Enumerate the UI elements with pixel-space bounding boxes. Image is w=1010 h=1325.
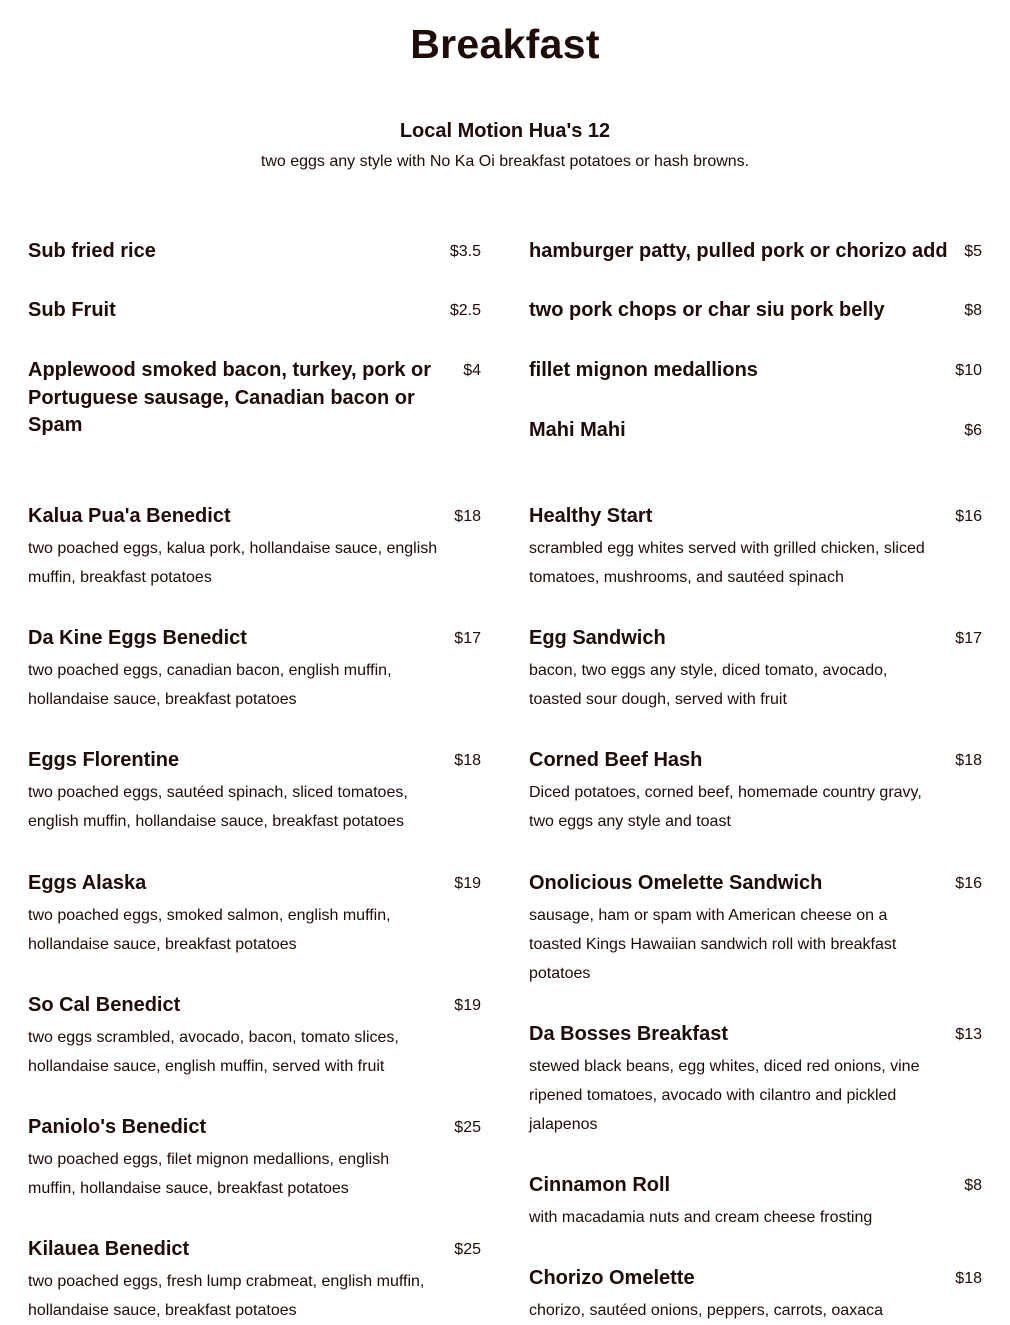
menu-item-name: Eggs Florentine (28, 749, 180, 771)
menu-item-price: $17 (955, 630, 982, 647)
special-name: Local Motion Hua's 12 (399, 120, 611, 142)
menu-item-price: $8 (964, 1177, 982, 1194)
menu-item-name: So Cal Benedict (28, 994, 181, 1016)
menu-item-description: bacon, two eggs any style, diced tomato, avocado, toasted sour dough, served with fruit (529, 661, 888, 708)
menu-item-description: two poached eggs, sautéed spinach, sliced tomatoes, english muffin, hollandaise sauce, breakfast potatoes (28, 783, 408, 830)
menu-item (28, 503, 481, 592)
menu-item-price: $16 (955, 875, 982, 892)
menu-item-name: Egg Sandwich (529, 627, 666, 649)
menu-item-price: $19 (454, 875, 481, 892)
menu-item (28, 1114, 481, 1203)
menu-item (28, 992, 481, 1081)
menu-item-description: two poached eggs, canadian bacon, english muffin, hollandaise sauce, breakfast potatoes (28, 661, 392, 708)
addon-name: fillet mignon medallions (529, 359, 758, 381)
menu-item-name: Da Bosses Breakfast (529, 1023, 728, 1045)
menu-item-name: Healthy Start (529, 505, 653, 527)
menu-item-description: two eggs scrambled, avocado, bacon, tomato slices, hollandaise sauce, english muffin, served with fruit (28, 1028, 399, 1075)
addon-price: $6 (964, 422, 982, 439)
menu-item-description: two poached eggs, kalua pork, hollandaise sauce, english muffin, breakfast potatoes (28, 539, 438, 586)
menu-item (529, 503, 982, 592)
addon-item (529, 238, 982, 266)
menu-item-name: Onolicious Omelette Sandwich (529, 872, 823, 894)
addon-name: Sub Fruit (28, 299, 116, 321)
menu-item-description: stewed black beans, egg whites, diced red onions, vine ripened tomatoes, avocado with cilantro and pickled jalapenos (529, 1057, 920, 1133)
addon-name: Applewood smoked bacon, turkey, pork or Portuguese sausage, Canadian bacon or Spam (28, 359, 432, 436)
menu-item-description: two poached eggs, fresh lump crabmeat, english muffin, hollandaise sauce, breakfast potatoes (28, 1272, 425, 1319)
menu-item-price: $25 (454, 1241, 481, 1258)
addon-price: $10 (955, 362, 982, 379)
menu-item-description: chorizo, sautéed onions, peppers, carrots, oaxaca (529, 1301, 883, 1319)
menu-item (28, 625, 481, 714)
menu-item (529, 747, 982, 836)
menu-item-price: $18 (955, 752, 982, 769)
page-title: Breakfast (410, 21, 600, 67)
menu-item-price: $17 (454, 630, 481, 647)
menu-item (28, 1236, 481, 1325)
menu-item-description: scrambled egg whites served with grilled chicken, sliced tomatoes, mushrooms, and sautéed spinach (529, 539, 925, 586)
menu-item (28, 747, 481, 836)
addon-name: hamburger patty, pulled pork or chorizo add (529, 240, 948, 262)
addon-price: $2.5 (449, 302, 481, 319)
featured-special (0, 118, 1010, 173)
menu-item-name: Eggs Alaska (28, 872, 147, 894)
addon-item (529, 297, 982, 325)
addon-item (28, 238, 481, 266)
menu-item (529, 870, 982, 988)
addon-item (529, 357, 982, 385)
menu-item-price: $18 (955, 1270, 982, 1287)
menu-item (529, 1021, 982, 1139)
addon-price: $5 (964, 243, 982, 260)
menu-item-price: $19 (454, 997, 481, 1014)
special-description: two eggs any style with No Ka Oi breakfast potatoes or hash browns. (260, 153, 750, 170)
menu-item (529, 1265, 982, 1325)
menu-item-name: Cinnamon Roll (529, 1174, 671, 1196)
addon-item (28, 357, 481, 440)
menu-item-description: two poached eggs, smoked salmon, english muffin, hollandaise sauce, breakfast potatoes (28, 906, 391, 953)
menu-item-name: Chorizo Omelette (529, 1267, 695, 1289)
menu-item-name: Kalua Pua'a Benedict (28, 505, 231, 527)
addon-name: two pork chops or char siu pork belly (529, 299, 885, 321)
menu-item-price: $13 (955, 1026, 982, 1043)
menu-item-description: sausage, ham or spam with American cheese on a toasted Kings Hawaiian sandwich roll with breakfast potatoes (529, 906, 897, 982)
addon-price: $4 (463, 362, 481, 379)
addon-name: Mahi Mahi (529, 419, 626, 441)
menu-item (529, 1172, 982, 1232)
addon-item (28, 297, 481, 325)
menu-item-name: Corned Beef Hash (529, 749, 703, 771)
addon-price: $3.5 (449, 243, 481, 260)
menu-item-price: $18 (454, 508, 481, 525)
menu-item-description: two poached eggs, filet mignon medallions, english muffin, hollandaise sauce, breakfast potatoes (28, 1150, 390, 1197)
addon-item (529, 417, 982, 445)
menu-item-name: Kilauea Benedict (28, 1238, 190, 1260)
menu-item-price: $18 (454, 752, 481, 769)
menu-item-description: Diced potatoes, corned beef, homemade country gravy, two eggs any style and toast (529, 783, 922, 830)
menu-item (28, 870, 481, 959)
menu-item-name: Paniolo's Benedict (28, 1116, 207, 1138)
addon-price: $8 (964, 302, 982, 319)
menu-item (529, 625, 982, 714)
menu-item-description: with macadamia nuts and cream cheese frosting (529, 1208, 873, 1226)
menu-item-name: Da Kine Eggs Benedict (28, 627, 247, 649)
addon-name: Sub fried rice (28, 240, 156, 262)
menu-item-price: $16 (955, 508, 982, 525)
menu-item-price: $25 (454, 1119, 481, 1136)
